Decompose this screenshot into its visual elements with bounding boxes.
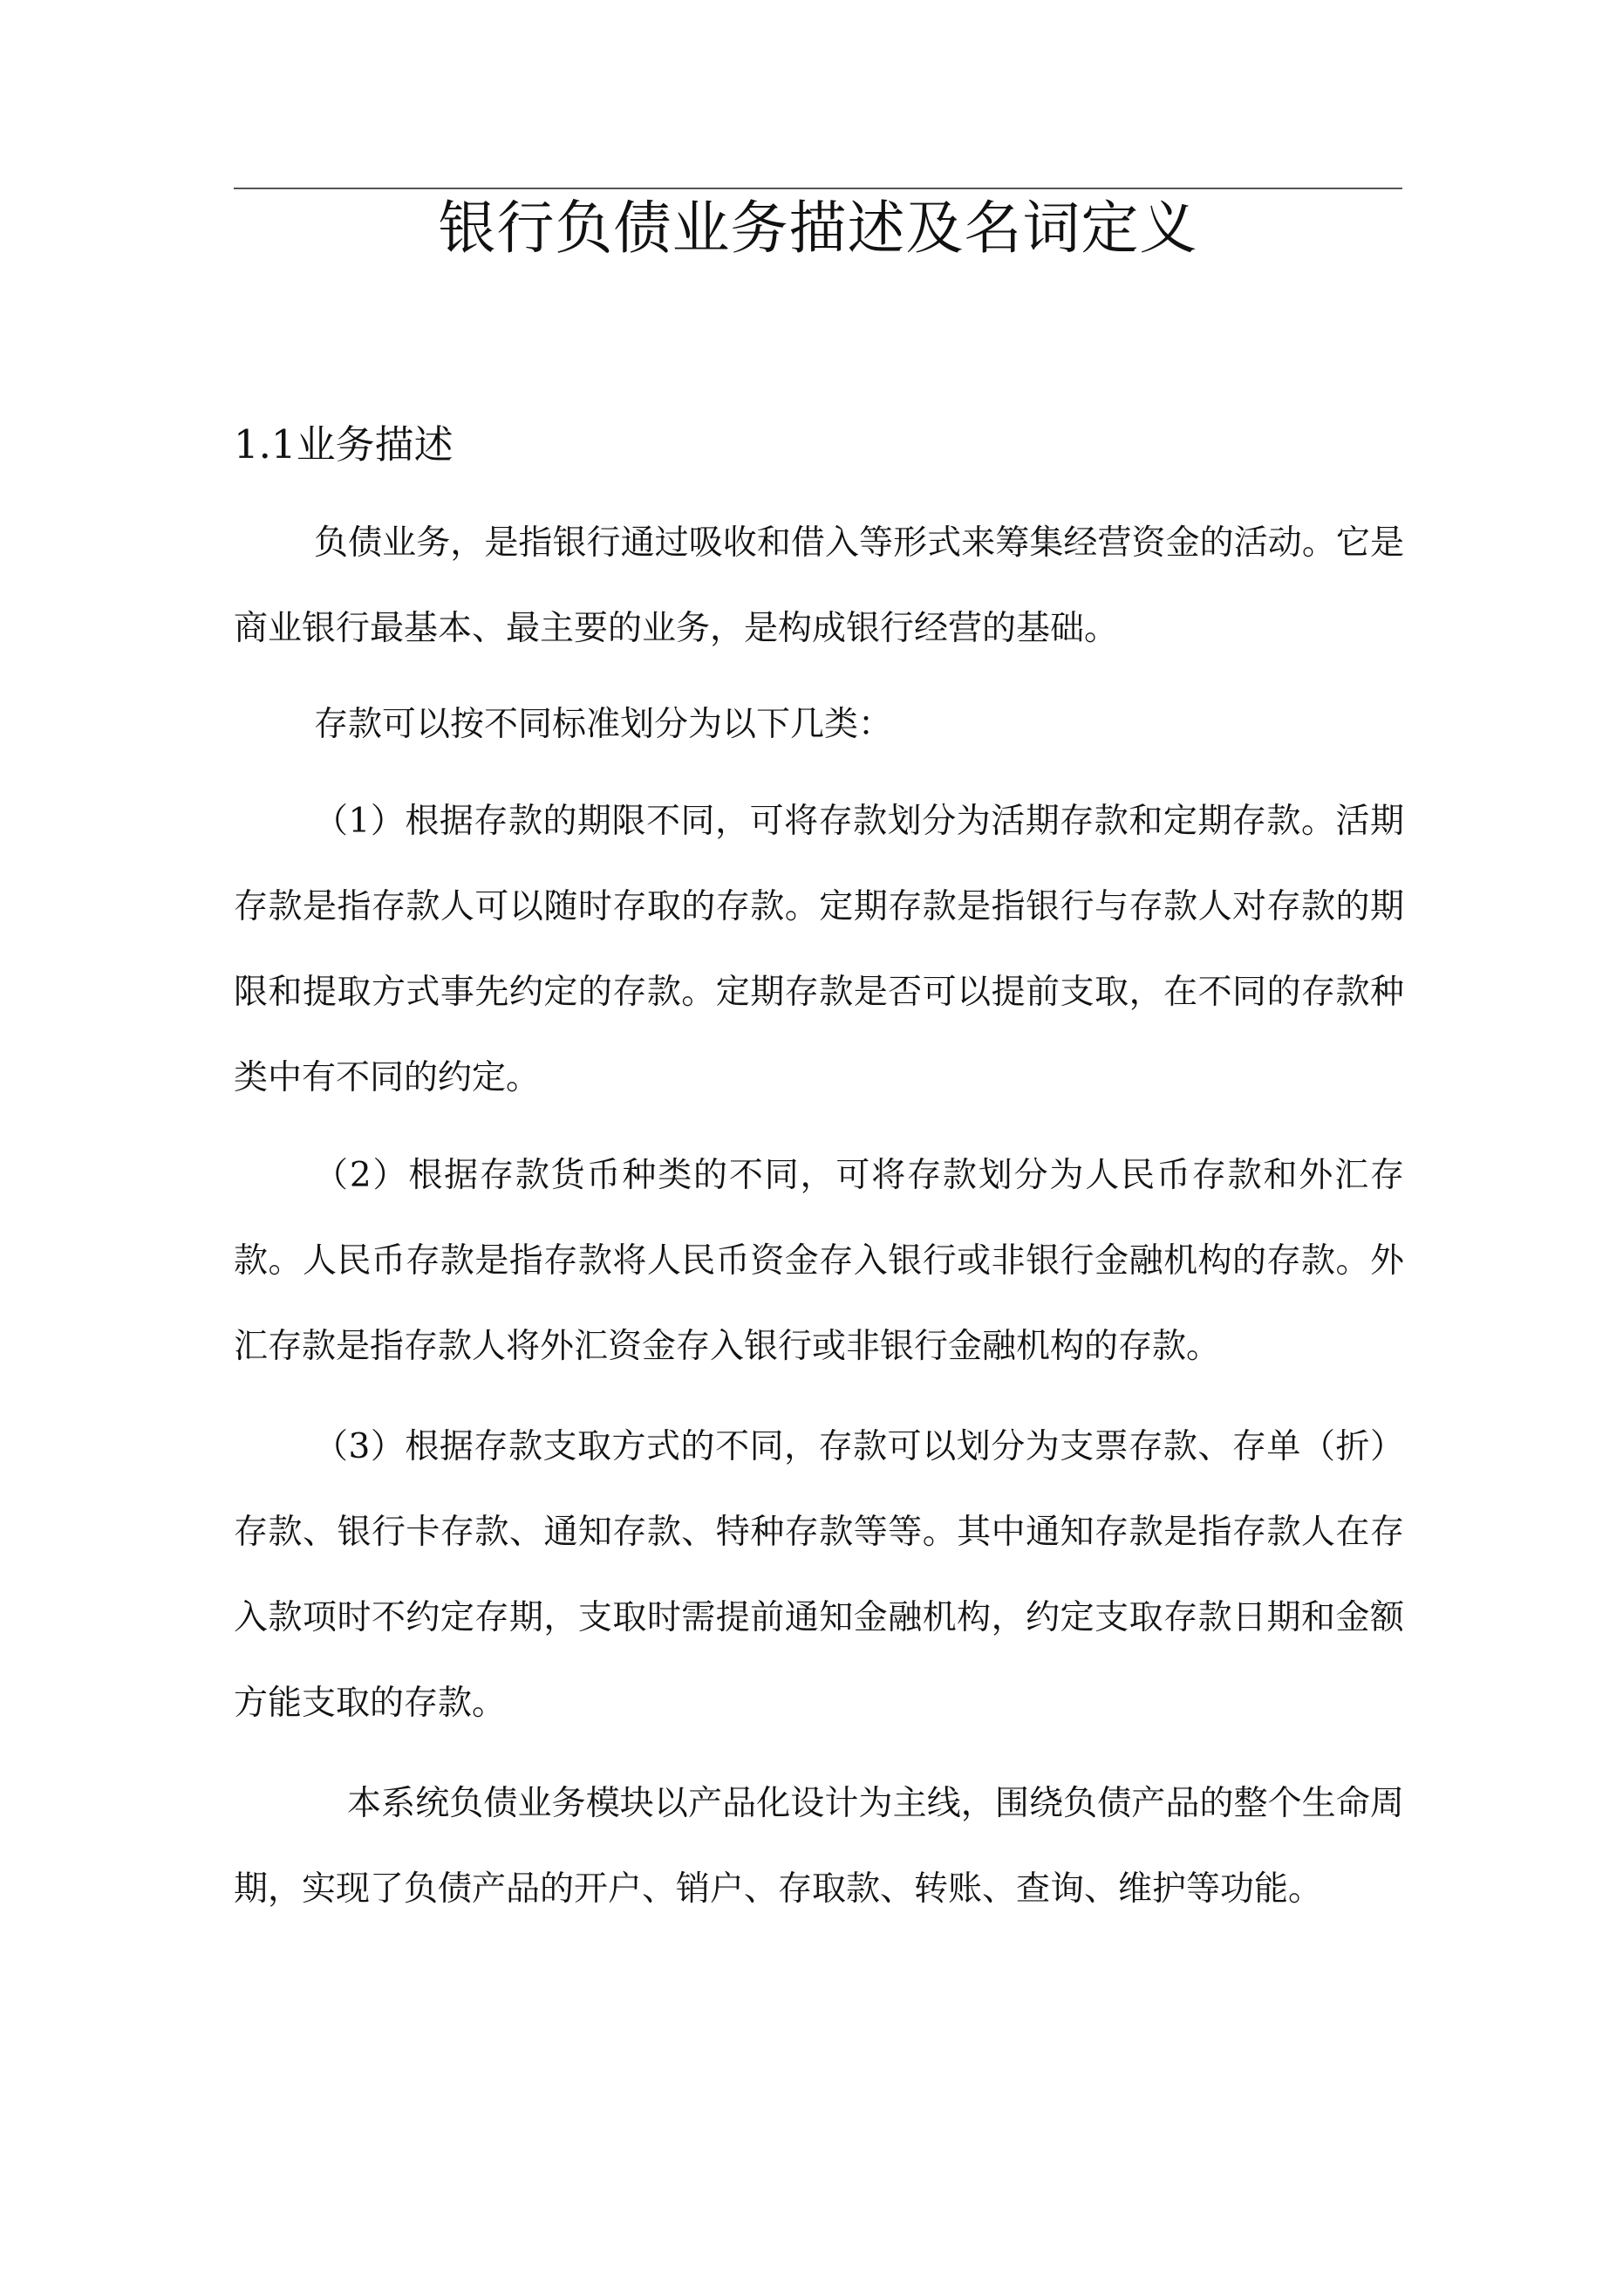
paragraph-deposit-term: （1）根据存款的期限不同，可将存款划分为活期存款和定期存款。活期存款是指存款人可以随时存取的存款。定期存款是指银行与存款人对存款的期限和提取方式事先约定的存款。定期存款是否可以提前支取，在不同的存款种类中有不同的约定。 xyxy=(234,802,1404,1097)
section-heading: 1.1业务描述 xyxy=(234,421,453,468)
paragraph-deposit-currency: （2）根据存款货币种类的不同，可将存款划分为人民币存款和外汇存款。人民币存款是指存款将人民币资金存入银行或非银行金融机构的存款。外汇存款是指存款人将外汇资金存入银行或非银行金融机构的存款。 xyxy=(234,1156,1404,1366)
paragraph-liability-definition: 负债业务，是指银行通过吸收和借入等形式来筹集经营资金的活动。它是商业银行最基本、最主要的业务，是构成银行经营的基础。 xyxy=(234,523,1404,648)
paragraph-deposit-withdrawal: （3）根据存款支取方式的不同，存款可以划分为支票存款、存单（折）存款、银行卡存款、通知存款、特种存款等等。其中通知存款是指存款人在存入款项时不约定存期，支取时需提前通知金融机构，约定支取存款日期和金额方能支取的存款。 xyxy=(234,1427,1404,1723)
document-title: 银行负债业务描述及名词定义 xyxy=(438,195,1198,262)
paragraph-system-module: 本系统负债业务模块以产品化设计为主线，围绕负债产品的整个生命周期，实现了负债产品的开户、销户、存取款、转账、查询、维护等功能。 xyxy=(234,1784,1404,1909)
header-rule xyxy=(234,188,1402,189)
paragraph-deposit-categories-intro: 存款可以按不同标准划分为以下几类： xyxy=(314,705,893,744)
